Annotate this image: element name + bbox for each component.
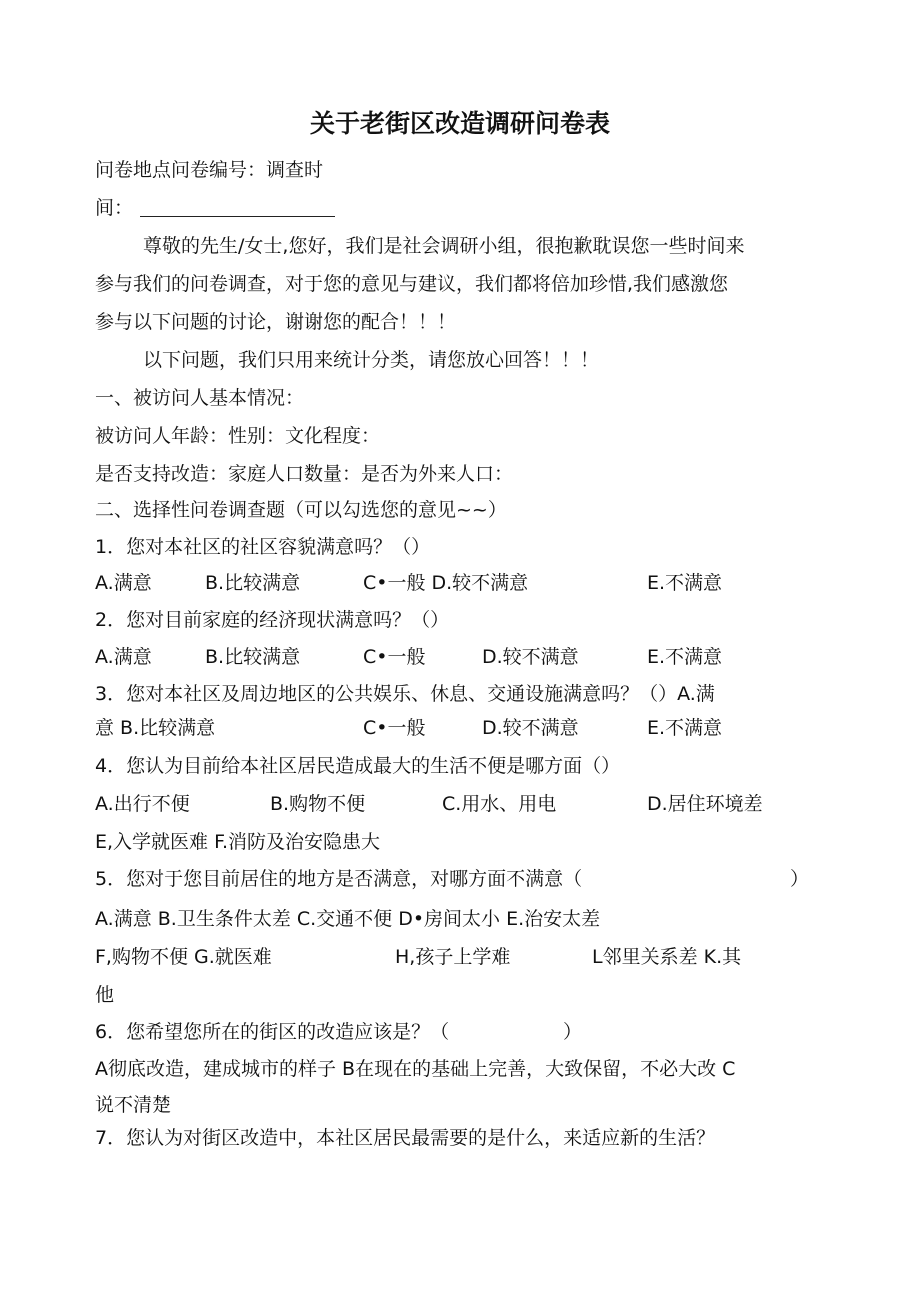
q4-option-d: D.居住环境差 bbox=[647, 793, 763, 815]
question-2: 2．您对目前家庭的经济现状满意吗？（） bbox=[95, 609, 450, 631]
q2-option-e: E.不满意 bbox=[647, 646, 723, 668]
q4-option-a: A.出行不便 bbox=[95, 793, 190, 815]
time-fill-blank bbox=[140, 216, 335, 217]
section1-heading: 一、被访问人基本情况： bbox=[95, 387, 305, 409]
q6-options-row: A彻底改造，建成城市的样子 B在现在的基础上完善，大致保留，不必大改 C bbox=[95, 1058, 736, 1080]
q4-option-b: B.购物不便 bbox=[270, 793, 366, 815]
question-3: 3．您对本社区及周边地区的公共娱乐、休息、交通设施满意吗？（）A.满 bbox=[95, 683, 715, 705]
q4-option-c: C.用水、用电 bbox=[442, 793, 557, 815]
q2-option-d: D.较不满意 bbox=[482, 646, 579, 668]
q5-option-other: 他 bbox=[95, 984, 115, 1006]
q1-option-e: E.不满意 bbox=[647, 572, 723, 594]
q1-option-cd: C•一般 D.较不满意 bbox=[363, 572, 529, 594]
q3-option-e: E.不满意 bbox=[647, 717, 723, 739]
header-line-time: 间： bbox=[95, 197, 134, 219]
question-7: 7．您认为对街区改造中，本社区居民最需要的是什么，来适应新的生活？ bbox=[95, 1127, 716, 1149]
q3-option-c: C•一般 bbox=[363, 717, 426, 739]
page-title: 关于老街区改造调研问卷表 bbox=[309, 109, 610, 138]
q2-option-a: A.满意 bbox=[95, 646, 152, 668]
header-line-location: 问卷地点问卷编号：调查时 bbox=[95, 159, 324, 181]
q2-option-c: C•一般 bbox=[363, 646, 426, 668]
q5-answer-bracket: ） bbox=[790, 868, 810, 890]
q5-option-h: H,孩子上学难 bbox=[395, 946, 511, 968]
q6-answer-bracket: ） bbox=[563, 1021, 583, 1043]
q6-option-c: 说不清楚 bbox=[95, 1094, 172, 1116]
q4-option-ef: E,入学就医难 F.消防及治安隐患大 bbox=[95, 831, 381, 853]
q3-option-d: D.较不满意 bbox=[482, 717, 579, 739]
q5-option-lk: L邻里关系差 K.其 bbox=[592, 946, 742, 968]
question-4: 4．您认为目前给本社区居民造成最大的生活不便是哪方面（） bbox=[95, 755, 621, 777]
basic-info-row: 是否支持改造：家庭人口数量：是否为外来人口： bbox=[95, 463, 514, 485]
question-5: 5．您对于您目前居住的地方是否满意，对哪方面不满意（ bbox=[95, 868, 583, 890]
q2-option-b: B.比较满意 bbox=[205, 646, 301, 668]
intro-paragraph-line: 尊敬的先生/女士,您好，我们是社会调研小组，很抱歉耽误您一些时间来 bbox=[143, 235, 745, 257]
intro-note: 以下问题，我们只用来统计分类，请您放心回答！！！ bbox=[143, 349, 600, 371]
question-1: 1．您对本社区的社区容貌满意吗？（） bbox=[95, 536, 431, 558]
q3-option-b: 意 B.比较满意 bbox=[95, 717, 216, 739]
basic-info-row: 被访问人年龄：性别：文化程度： bbox=[95, 425, 381, 447]
q5-options-row: A.满意 B.卫生条件太差 C.交通不便 D•房间太小 E.治安太差 bbox=[95, 908, 601, 930]
section2-heading: 二、选择性问卷调查题（可以勾选您的意见~~） bbox=[95, 499, 507, 521]
q1-option-b: B.比较满意 bbox=[205, 572, 301, 594]
q5-option-fg: F,购物不便 G.就医难 bbox=[95, 946, 272, 968]
intro-paragraph-line: 参与以下问题的讨论，谢谢您的配合！！！ bbox=[95, 311, 457, 333]
intro-paragraph-line: 参与我们的问卷调查，对于您的意见与建议，我们都将倍加珍惜,我们感激您 bbox=[95, 273, 729, 295]
question-6: 6．您希望您所在的街区的改造应该是？（ bbox=[95, 1021, 450, 1043]
q1-option-a: A.满意 bbox=[95, 572, 152, 594]
